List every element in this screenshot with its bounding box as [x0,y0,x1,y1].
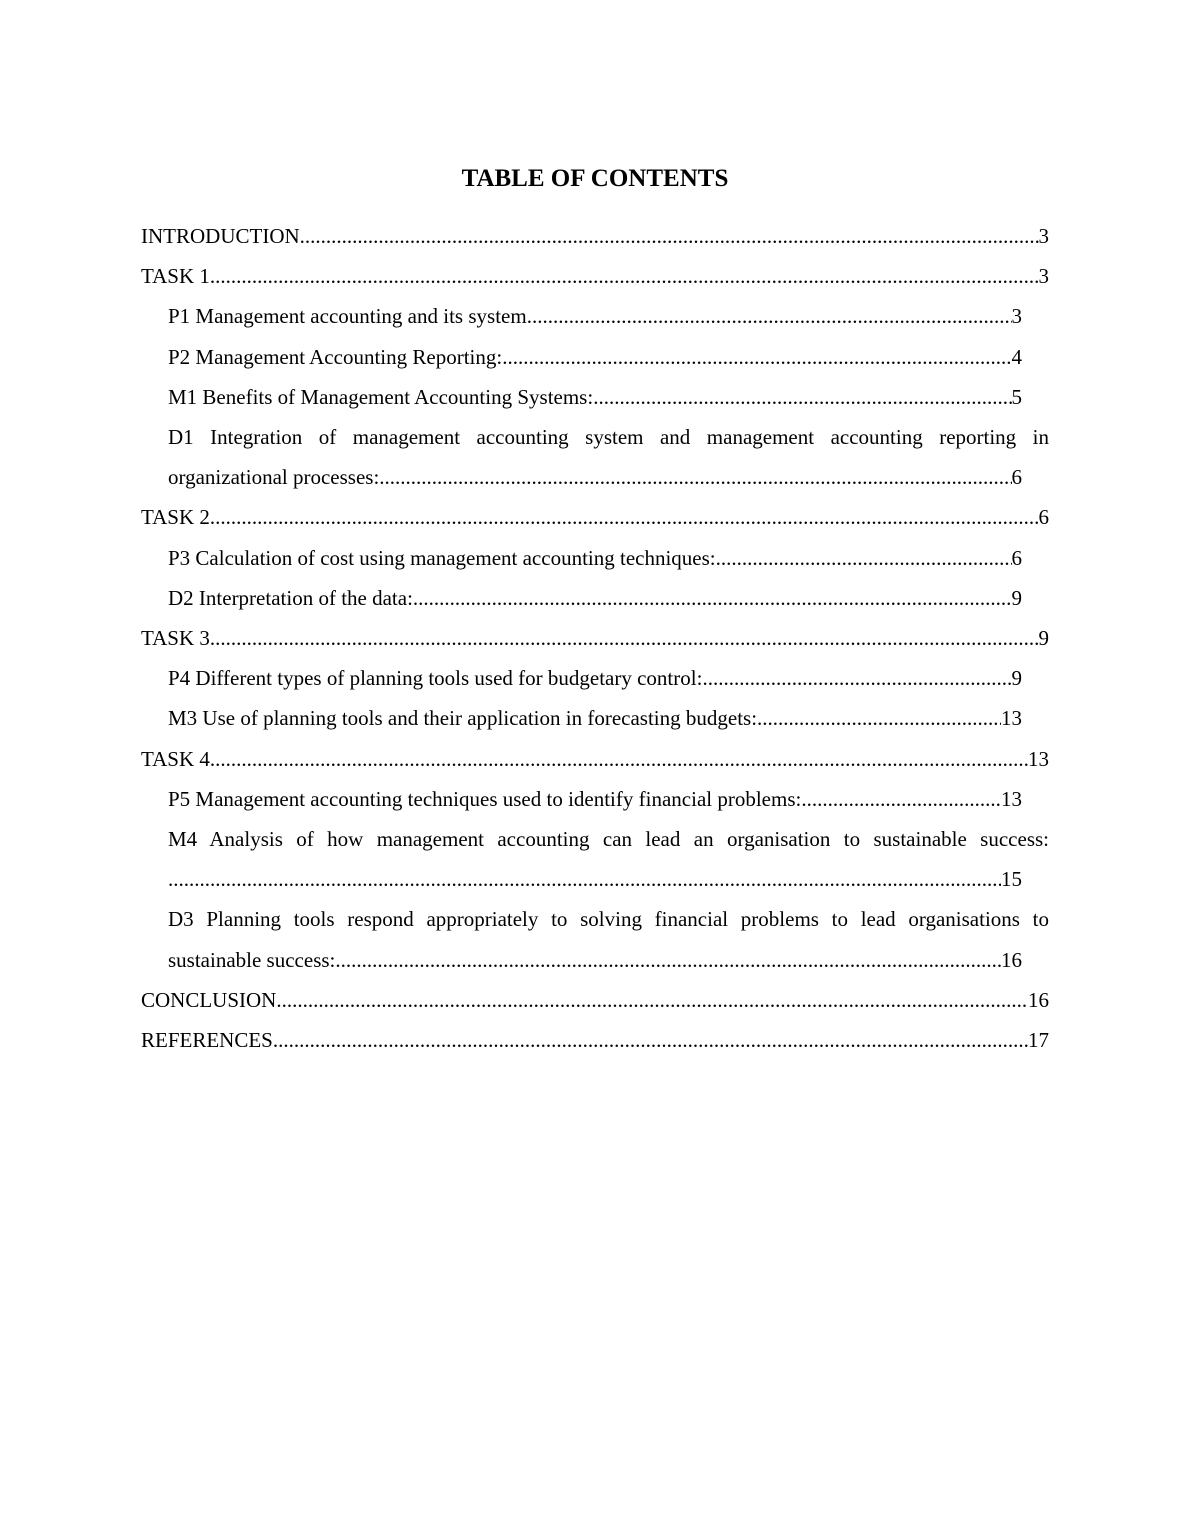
toc-entry-p3[interactable] [168,538,1022,578]
toc-page-number: 16 [1028,987,1049,1012]
toc-page-number: 16 [1001,947,1022,972]
toc-entry-label: D2 Interpretation of the data: [168,585,413,610]
dot-leader [335,940,1001,980]
dot-leader [801,779,1001,819]
toc-entry-label-line-2: sustainable success: [168,947,336,972]
dot-leader [210,618,1039,658]
toc-entry-label-line-1: D3 Planning tools respond appropriately to solving financial problems to lead organisations to [168,907,1049,932]
dot-leader [168,859,1001,899]
toc-entry-d2[interactable] [168,578,1022,618]
dot-leader [757,698,1001,738]
toc-page-number: 3 [1038,264,1049,289]
dot-leader [502,337,1011,377]
toc-entry-conclusion[interactable] [141,980,1049,1020]
toc-entry-introduction[interactable] [141,216,1049,256]
toc-entry-label: P2 Management Accounting Reporting: [168,344,503,369]
toc-entry-d3[interactable] [168,899,1049,979]
toc-entry-label: TASK 3 [141,626,210,651]
toc-page-number: 15 [1001,867,1022,892]
dot-leader [273,1020,1028,1060]
toc-entry-d1[interactable] [168,417,1049,497]
toc-page-number: 17 [1028,1028,1049,1053]
dot-leader [702,658,1011,698]
toc-title: TABLE OF CONTENTS [461,165,729,192]
toc-entry-task-3[interactable] [141,618,1049,658]
toc-entry-p1[interactable] [168,296,1022,336]
toc-page-number: 9 [1011,585,1022,610]
toc-entry-label: P5 Management accounting techniques used to identify financial problems: [168,786,802,811]
toc-page-number: 6 [1038,505,1049,530]
toc-page-number: 13 [1001,706,1022,731]
toc-entry-label-line-1: M4 Analysis of how management accounting can lead an organisation to sustainable success: [168,827,1049,852]
toc-entry-m1[interactable] [168,377,1022,417]
toc-entry-label: M1 Benefits of Management Accounting Systems: [168,384,594,409]
dot-leader [379,457,1011,497]
toc-entry-label-line-1: D1 Integration of management accounting system and management accounting reporting in [168,425,1049,450]
dot-leader [527,296,1012,336]
toc-entry-label: M3 Use of planning tools and their application in forecasting budgets: [168,706,758,731]
toc-entry-label: INTRODUCTION [141,224,300,248]
toc-entry-task-2[interactable] [141,497,1049,537]
toc-entry-task-4[interactable] [141,739,1049,779]
toc-page-number: 6 [1011,465,1022,490]
toc-entry-p5[interactable] [168,779,1022,819]
toc-page-number: 6 [1011,545,1022,570]
dot-leader [413,578,1012,618]
toc-entry-task-1[interactable] [141,256,1049,296]
toc-page-number: 13 [1001,786,1022,811]
toc-entry-label: CONCLUSION [141,987,277,1012]
toc-entry-label: TASK 1 [141,264,210,289]
toc-page-number: 9 [1011,666,1022,691]
toc-page-number: 13 [1028,746,1049,771]
toc-entry-p2[interactable] [168,337,1022,377]
toc-entry-label: P1 Management accounting and its system [168,304,527,329]
dot-leader [300,216,1039,256]
toc-entry-label: P3 Calculation of cost using management accounting techniques: [168,545,716,570]
toc-entry-references[interactable] [141,1020,1049,1060]
toc-entry-m3[interactable] [168,698,1022,738]
toc-entry-label: TASK 4 [141,746,210,771]
dot-leader [593,377,1011,417]
toc-entry-label: REFERENCES [141,1028,273,1053]
toc-entry-m4[interactable] [168,819,1049,899]
toc-entry-label: P4 Different types of planning tools used for budgetary control: [168,666,703,691]
toc-entry-label-line-2: organizational processes: [168,465,380,490]
dot-leader [276,980,1028,1020]
toc-page-number: 9 [1038,626,1049,651]
table-of-contents [141,216,1049,1060]
toc-entry-label: TASK 2 [141,505,210,530]
toc-page-number: 3 [1038,224,1049,248]
dot-leader [210,256,1039,296]
toc-page-number: 4 [1011,344,1022,369]
toc-entry-p4[interactable] [168,658,1022,698]
dot-leader [716,538,1012,578]
toc-page-number: 5 [1011,384,1022,409]
toc-page-number: 3 [1011,304,1022,329]
dot-leader [210,497,1039,537]
dot-leader [210,739,1028,779]
